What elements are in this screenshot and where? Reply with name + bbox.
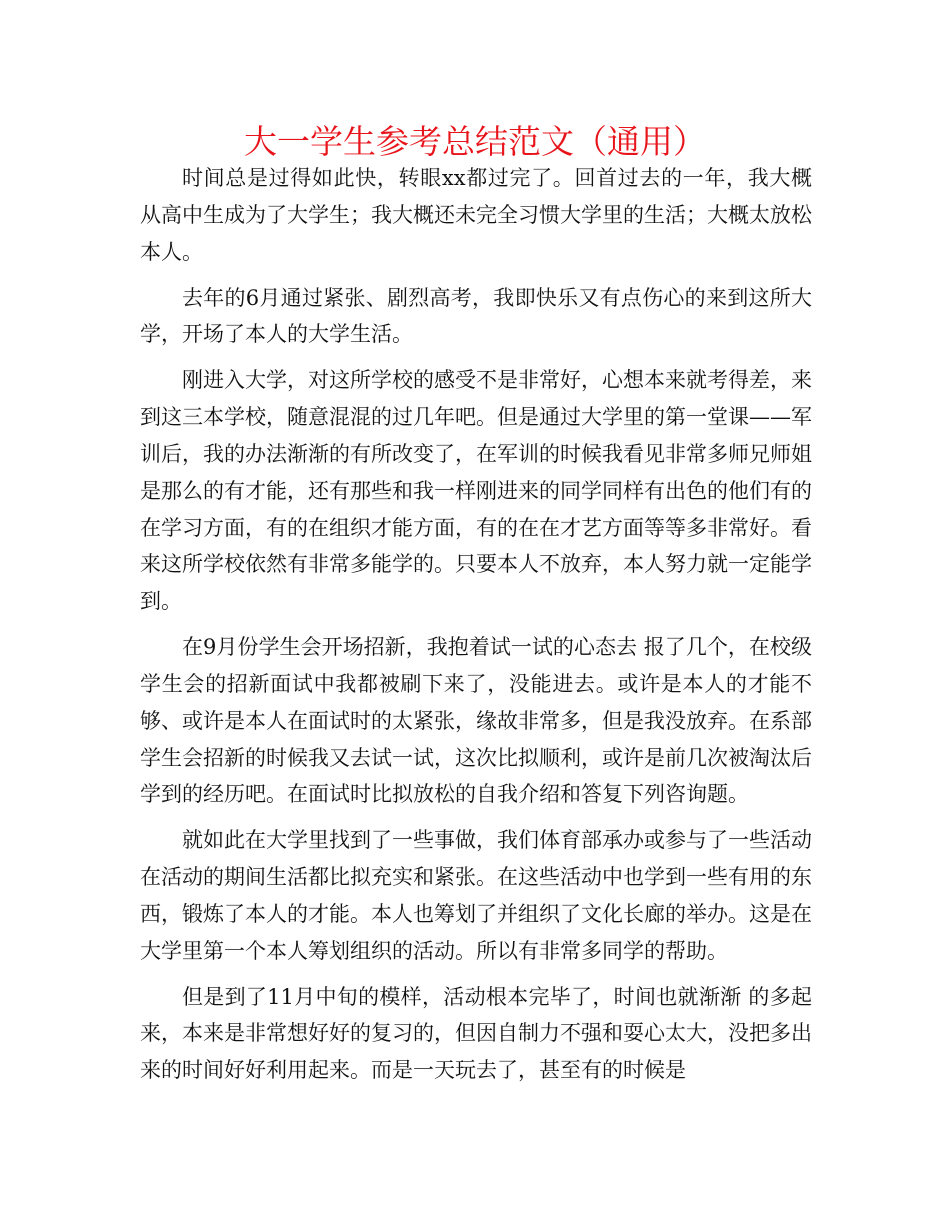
document-title: 大一学生参考总结范文（通用） xyxy=(244,122,706,161)
paragraph-2: 去年的6月通过紧张、剧烈高考，我即快乐又有点伤心的来到这所大学，开场了本人的大学生活。 xyxy=(140,285,812,347)
document-body xyxy=(140,160,812,1098)
paragraph-4: 在9月份学生会开场招新，我抱着试一试的心态去 报了几个，在校级学生会的招新面试中我都被刷下来了，没能进去。或许是本人的才能不够、或许是本人在面试时的太紧张，缘故非常多，但是我没放弃。在系部学生会招新的时候我又去试一试，这次比拟顺利，或许是前几次被淘汰后学到的经历吧。在面试时比拟放松的自我介绍和答复下列咨询题。 xyxy=(140,635,812,807)
paragraph-1: 时间总是过得如此快，转眼xx都过完了。回首过去的一年，我大概从高中生成为了大学生；我大概还未完全习惯大学里的生活；大概太放松本人。 xyxy=(140,166,812,264)
paragraph-5: 就如此在大学里找到了一些事做，我们体育部承办或参与了一些活动在活动的期间生活都比拟充实和紧张。在这些活动中也学到一些有用的东西，锻炼了本人的才能。本人也筹划了并组织了文化长廊的举办。这是在大学里第一个本人筹划组织的活动。所以有非常多同学的帮助。 xyxy=(140,828,812,963)
paragraph-6: 但是到了11月中旬的模样，活动根本完毕了，时间也就渐渐 的多起来，本来是非常想好好的复习的，但因自制力不强和耍心太大，没把多出来的时间好好利用起来。而是一天玩去了，甚至有的时候是 xyxy=(140,984,812,1083)
paragraph-3: 刚进入大学，对这所学校的感受不是非常好，心想本来就考得差，来到这三本学校，随意混混的过几年吧。但是通过大学里的第一堂课——军训后，我的办法渐渐的有所改变了，在军训的时候我看见非常多师兄师姐是那么的有才能，还有那些和我一样刚进来的同学同样有出色的他们有的在学习方面，有的在组织才能方面，有的在在才艺方面等等多非常好。看来这所学校依然有非常多能学的。只要本人不放弃，本人努力就一定能学到。 xyxy=(140,368,812,614)
